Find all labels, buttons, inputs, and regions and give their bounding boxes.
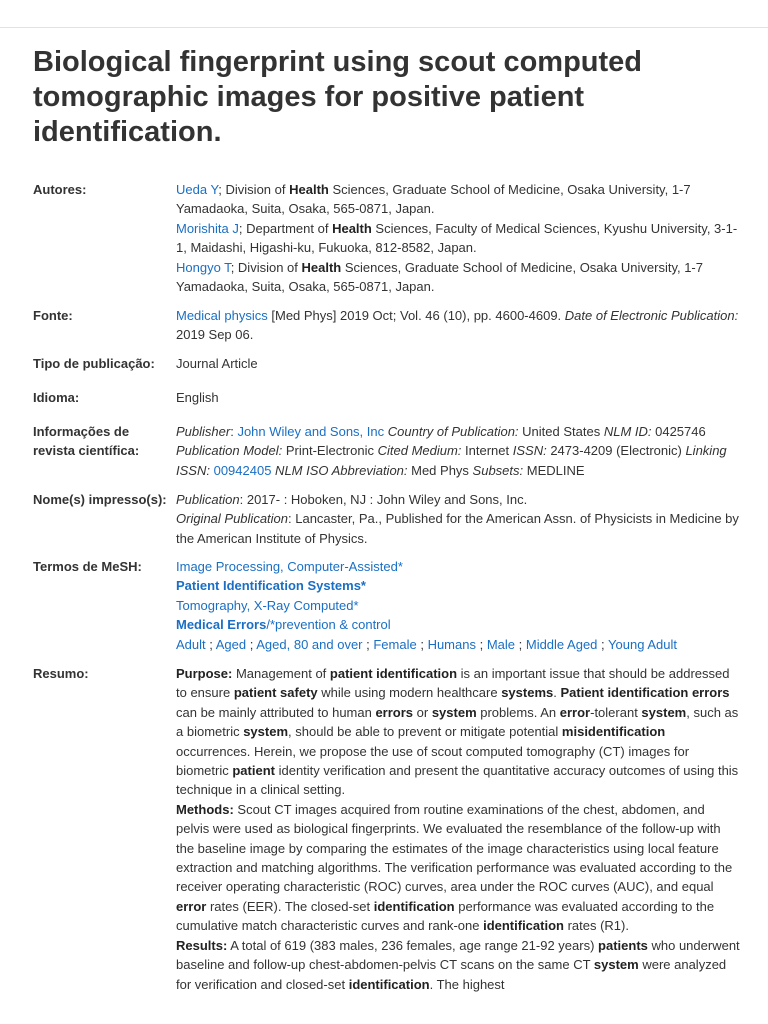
- abstract-text: while using modern healthcare: [317, 685, 502, 701]
- source-value: [176, 306, 741, 345]
- pubtype-label: Tipo de publicação:: [33, 356, 155, 371]
- abstract-highlight: misidentification: [561, 724, 666, 740]
- abstract-highlight: systems: [501, 685, 554, 701]
- cited-medium-label: Cited Medium:: [377, 443, 462, 459]
- country-label: Country of Publication:: [384, 424, 519, 439]
- abstract-text: were analyzed for verification and closed-set: [176, 957, 727, 992]
- publication-label: Publication: [176, 492, 240, 507]
- abstract-text: A total of 619 (383 males, 236 females, age range 21-92 years): [227, 937, 599, 953]
- authors-label: Autores:: [33, 182, 87, 197]
- source-label: Fonte:: [33, 308, 73, 323]
- abstract-highlight: system: [593, 957, 639, 973]
- top-bar: [0, 0, 768, 28]
- publisher-link[interactable]: John Wiley and Sons, Inc: [237, 424, 385, 439]
- abstract-text: occurrences. Herein, we propose the use of scout computed tomography (CT) images for biometric: [176, 743, 690, 779]
- author-link[interactable]: Morishita J: [176, 220, 239, 236]
- journal-link[interactable]: Medical physics: [176, 308, 268, 323]
- journal-info-value: [176, 422, 741, 480]
- iso-abbrev-label: NLM ISO Abbreviation:: [271, 462, 408, 478]
- mesh-minor-term-link[interactable]: Aged: [215, 636, 247, 652]
- nlm-id-label: NLM ID:: [603, 424, 652, 439]
- separator: ;: [416, 636, 428, 652]
- author-affiliation-post: Sciences, Graduate School of Medicine, Osaka University, 1-7 Yamadaoka, Suita, Osaka, 565-0871, Japan.: [176, 259, 703, 295]
- abstract-value: [176, 664, 741, 994]
- abstract-text: or: [413, 704, 432, 720]
- publisher-label: Publisher: [176, 424, 231, 439]
- mesh-major-term-link[interactable]: Patient Identification Systems*: [176, 578, 366, 594]
- abstract-purpose: [176, 664, 741, 800]
- abstract-text: can be mainly attributed to human: [176, 704, 376, 720]
- abstract-results: [176, 936, 741, 994]
- publisher-sep: :: [230, 424, 238, 439]
- purpose-label: Purpose:: [176, 666, 233, 681]
- source-details: [Med Phys] 2019 Oct; Vol. 46 (10), pp. 4600-4609.: [267, 308, 565, 323]
- abstract-label: Resumo:: [33, 666, 89, 681]
- abstract-highlight: patient safety: [233, 685, 318, 701]
- separator: ;: [597, 636, 609, 652]
- author-link[interactable]: Ueda Y: [176, 182, 219, 197]
- author-affiliation-post: Sciences, Graduate School of Medicine, Osaka University, 1-7 Yamadaoka, Suita, Osaka, 565-0871, Japan.: [176, 182, 691, 217]
- epub-label: Date of Electronic Publication:: [564, 308, 739, 323]
- pub-model-value: Print-Electronic: [282, 443, 378, 459]
- mesh-minor-term-link[interactable]: Humans: [427, 636, 476, 652]
- separator: ;: [205, 636, 216, 652]
- epub-date: 2019 Sep 06.: [176, 327, 254, 343]
- nlm-id-value: 0425746: [651, 424, 706, 439]
- mesh-label: Termos de MeSH:: [33, 559, 142, 574]
- mesh-minor-term-link[interactable]: Aged, 80 and over: [256, 636, 363, 652]
- mesh-term-link[interactable]: Image Processing, Computer-Assisted*: [176, 559, 403, 574]
- mesh-minor-term-link[interactable]: Adult: [176, 636, 206, 652]
- pub-model-label: Publication Model:: [176, 443, 283, 459]
- country-value: United States: [518, 424, 604, 439]
- abstract-highlight: patient identification: [329, 666, 458, 681]
- mesh-minor-term-link[interactable]: Young Adult: [608, 636, 677, 652]
- author-affiliation-highlight: Health: [332, 220, 372, 236]
- results-label: Results:: [176, 937, 228, 953]
- separator: ;: [362, 636, 374, 652]
- abstract-text: , such as a biometric: [176, 704, 739, 740]
- language-label: Idioma:: [33, 390, 80, 405]
- publication-value: : 2017- : Hoboken, NJ : John Wiley and Sons, Inc.: [239, 492, 528, 507]
- issn-value: 2473-4209 (Electronic): [546, 443, 686, 459]
- mesh-value: [176, 557, 741, 654]
- abstract-text: who underwent baseline and follow-up chest-abdomen-pelvis CT scans on the same CT: [176, 937, 740, 973]
- abstract-text: , should be able to prevent or mitigate potential: [288, 724, 562, 740]
- linking-issn-label: Linking ISSN:: [176, 443, 727, 478]
- abstract-highlight: patient: [232, 763, 275, 779]
- author-affiliation-pre: ; Department of: [238, 220, 333, 236]
- subsets-label: Subsets:: [472, 462, 524, 478]
- mesh-minor-term-link[interactable]: Female: [373, 636, 417, 652]
- journal-info-label: Informações de revista científica:: [33, 424, 140, 459]
- linking-issn-link[interactable]: 00942405: [213, 462, 272, 478]
- mesh-subheading-link[interactable]: /*prevention & control: [266, 617, 391, 633]
- original-publication-value: : Lancaster, Pa., Published for the American Assn. of Physicists in Medicine by the American Institute of Physics.: [176, 511, 739, 546]
- issn-label: ISSN:: [512, 443, 547, 459]
- printed-names-value: [176, 490, 741, 548]
- abstract-highlight: error: [559, 704, 591, 720]
- author-affiliation-pre: ; Division of: [218, 182, 290, 197]
- abstract-highlight: errors: [375, 704, 414, 720]
- printed-names-label: Nome(s) impresso(s):: [33, 492, 167, 507]
- author-affiliation-highlight: Health: [301, 259, 342, 275]
- abstract-highlight: error: [176, 898, 207, 914]
- mesh-major-term-link[interactable]: Medical Errors: [176, 617, 267, 633]
- mesh-term-link[interactable]: Tomography, X-Ray Computed*: [176, 597, 359, 613]
- abstract-text: Management of: [232, 666, 330, 681]
- author-entry: [176, 258, 741, 297]
- cited-medium-value: Internet: [461, 443, 513, 459]
- separator: ;: [246, 636, 257, 652]
- abstract-text: identity verification and present the quantitative accuracy outcomes of using this technique in a clinical setting.: [176, 763, 739, 798]
- separator: ;: [475, 636, 487, 652]
- publication-line: [176, 490, 741, 509]
- abstract-text: . The highest: [429, 976, 505, 992]
- abstract-highlight: system: [243, 724, 289, 740]
- author-affiliation-post: Sciences, Faculty of Medical Sciences, Kyushu University, 3-1-1, Maidashi, Higashi-ku, Fukuoka, 812-8582, Japan.: [176, 220, 738, 256]
- abstract-text: rates (R1).: [563, 918, 629, 934]
- abstract-methods: [176, 800, 741, 936]
- abstract-text: -tolerant: [590, 704, 642, 720]
- author-entry: [176, 219, 741, 258]
- methods-label: Methods:: [176, 801, 234, 817]
- abstract-highlight: identification: [373, 898, 455, 914]
- author-affiliation-pre: ; Division of: [230, 259, 302, 275]
- abstract-highlight: system: [431, 704, 477, 720]
- author-entry: [176, 180, 741, 219]
- mesh-minor-terms: [176, 635, 741, 654]
- abstract-text: .: [553, 685, 561, 701]
- original-publication-label: Original Publication: [176, 511, 289, 527]
- abstract-highlight: Patient identification errors: [560, 685, 730, 701]
- abstract-highlight: system: [641, 704, 687, 720]
- author-affiliation-highlight: Health: [289, 182, 329, 197]
- mesh-minor-term-link[interactable]: Middle Aged: [525, 636, 598, 652]
- abstract-text: Scout CT images acquired from routine examinations of the chest, abdomen, and pelvis were used as biological fingerprints. We evaluated the resemblance of the follow-up with the baseline image by comparing the estimates of the image characteristics using local feature extraction and matching algorithms. The verification performance was evaluated according to the receiver operating characteristic (ROC) curves, area under the ROC curves (AUC), and equal: [176, 801, 733, 895]
- author-link[interactable]: Hongyo T: [176, 259, 231, 275]
- iso-abbrev-value: Med Phys: [407, 462, 473, 478]
- abstract-text: is an important issue that should be addressed to ensure: [176, 666, 730, 701]
- abstract-text: performance was evaluated according to the cumulative match characteristic curves and rank-one: [176, 898, 715, 934]
- language-value: English: [176, 390, 219, 405]
- abstract-text: problems. An: [476, 704, 560, 720]
- abstract-highlight: patients: [598, 937, 648, 953]
- authors-value: [176, 180, 741, 296]
- abstract-highlight: identification: [483, 918, 564, 934]
- subsets-value: MEDLINE: [523, 462, 585, 478]
- abstract-highlight: identification: [348, 976, 430, 992]
- abstract-text: rates (EER). The closed-set: [206, 898, 374, 914]
- mesh-minor-term-link[interactable]: Male: [486, 636, 516, 652]
- article-title: Biological fingerprint using scout computed tomographic images for positive patient identification.: [33, 46, 643, 148]
- pubtype-value: Journal Article: [176, 356, 258, 371]
- original-publication-line: [176, 509, 741, 548]
- separator: ;: [515, 636, 526, 652]
